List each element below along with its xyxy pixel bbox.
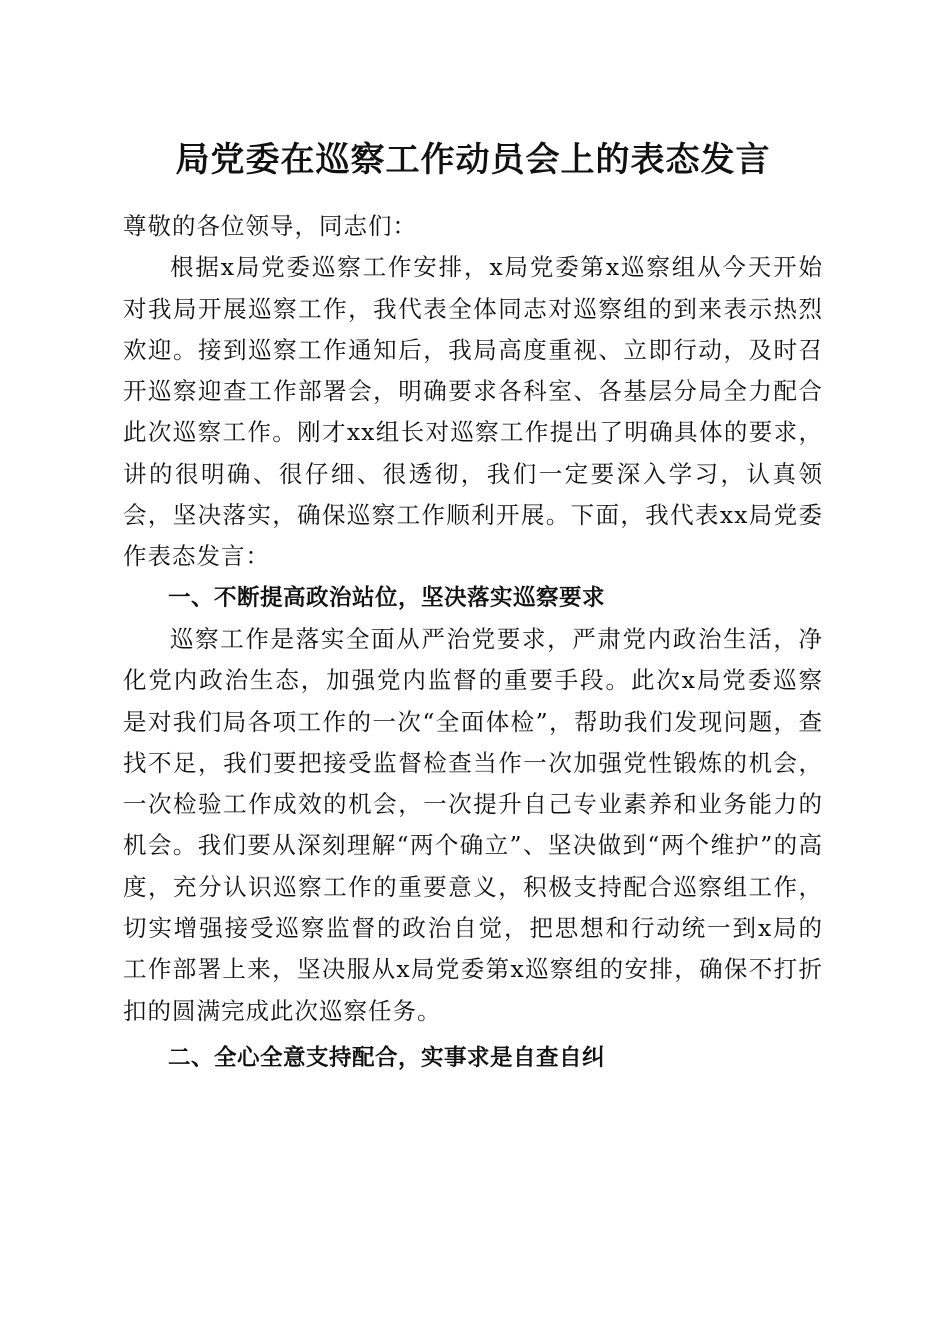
salutation: 尊敬的各位领导，同志们： [123,212,417,240]
section-heading-1: 一、不断提高政治站位，坚决落实巡察要求 [168,584,606,611]
paragraph-intro: 根据x局党委巡察工作安排，x局党委第x巡察组从今天开始对我局开展巡察工作，我代表全体同志对巡察组的到来表示热烈欢迎。接到巡察工作通知后，我局高度重视、立即行动，及时召开巡察迎查工作部署会，明确要求各科室、各基层分局全力配合此次巡察工作。刚才xx组长对巡察工作提出了明确具体的要求，讲的很明确、很仔细、很透彻，我们一定要深入学习，认真领会，坚决落实，确保巡察工作顺利开展。下面，我代表xx局党委作表态发言： [123,253,823,571]
document-body [123,206,823,1079]
paragraph-section-1: 巡察工作是落实全面从严治党要求，严肃党内政治生活，净化党内政治生态，加强党内监督的重要手段。此次x局党委巡察是对我们局各项工作的一次“全面体检”，帮助我们发现问题，查找不足，我们要把接受监督检查当作一次加强党性锻炼的机会，一次检验工作成效的机会，一次提升自己专业素养和业务能力的机会。我们要从深刻理解“两个确立”、坚决做到“两个维护”的高度，充分认识巡察工作的重要意义，积极支持配合巡察组工作，切实增强接受巡察监督的政治自觉，把思想和行动统一到x局的工作部署上来，坚决服从x局党委第x巡察组的安排，确保不打折扣的圆满完成此次巡察任务。 [123,624,823,1025]
section-heading-2: 二、全心全意支持配合，实事求是自查自纠 [168,1044,606,1071]
document-title: 局党委在巡察工作动员会上的表态发言 [175,140,771,180]
